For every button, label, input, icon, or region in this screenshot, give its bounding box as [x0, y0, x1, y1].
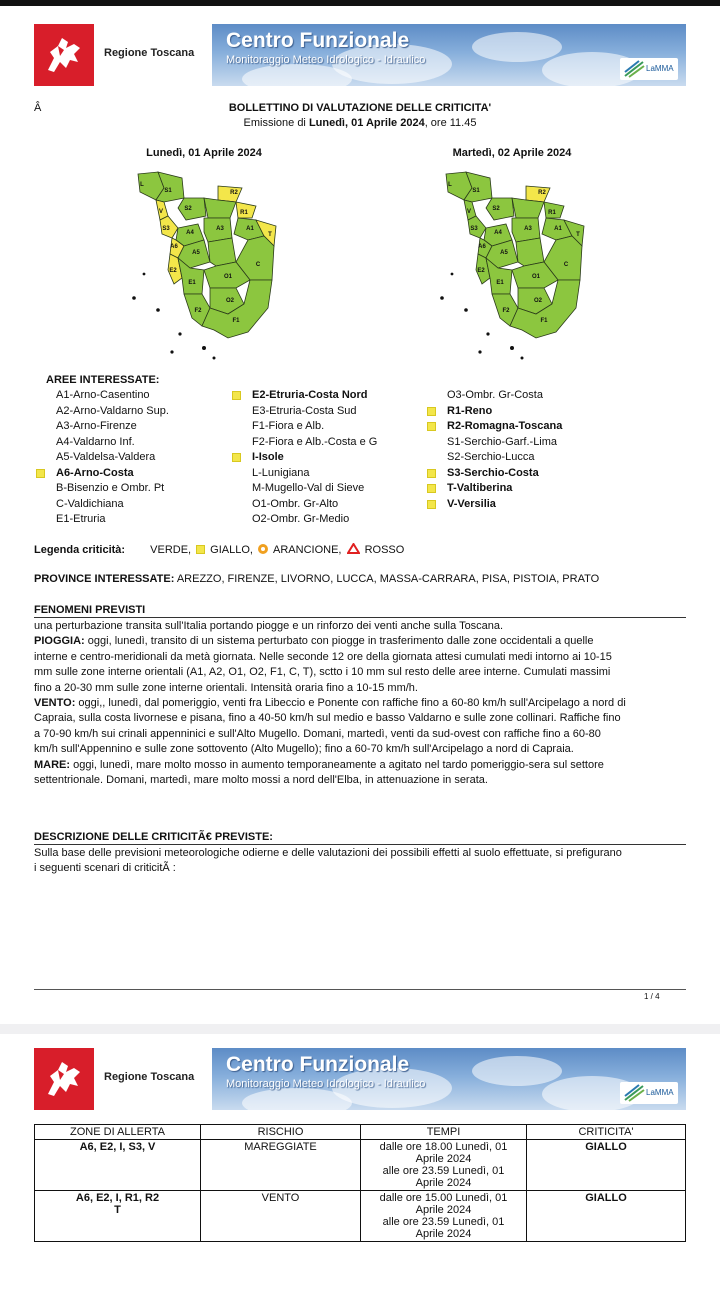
footer-divider [34, 989, 686, 990]
yellow-alert-icon [36, 469, 45, 478]
phenomenon-text: mm sulle zone interne orientali (A1, A2, O1, O2, F1, C, T), sctto i 10 mm sul resto delle aree interne. Cumulati massimi [34, 666, 611, 679]
map-zone-label: A3 [524, 226, 532, 232]
phenomena-line [34, 634, 686, 649]
area-label: A5-Valdelsa-Valdera [56, 451, 156, 463]
phenomenon-text: oggi, lunedì, mare molto mosso in aumento temporaneamente a agitato nel tardo pomeriggio-sera sul settore [70, 758, 604, 771]
area-item [232, 388, 377, 404]
phenomenon-text: una perturbazione transita sull'Italia portando piogge e un rinforzo dei venti anche sulla Toscana. [34, 620, 504, 632]
area-item [427, 388, 562, 404]
map-zone-label: C [255, 262, 261, 268]
document-page-1 [0, 6, 720, 1024]
region-name: Regione Toscana [104, 1071, 195, 1083]
legend [34, 543, 404, 556]
map-zone-label: F2 [502, 308, 510, 314]
phenomena-text [34, 619, 686, 788]
lamma-logo [620, 1082, 678, 1104]
description-title: DESCRIZIONE DELLE CRITICITÃ€ PREVISTE: [34, 831, 686, 845]
map-zone [208, 238, 236, 266]
area-item [427, 419, 562, 435]
area-label: F1-Fiora e Alb. [252, 420, 325, 432]
phenomena-line [34, 665, 686, 680]
island-marker [510, 346, 514, 350]
yellow-alert-icon [232, 391, 241, 400]
area-label: A6-Arno-Costa [56, 466, 134, 479]
map-zone-label: O1 [531, 274, 541, 280]
area-item [36, 466, 169, 482]
area-label: R2-Romagna-Toscana [447, 420, 563, 432]
area-label: O1-Ombr. Gr-Alto [252, 497, 339, 510]
area-label: S1-Serchio-Garf.-Lima [447, 435, 558, 448]
header-times: TEMPI [361, 1125, 527, 1140]
phenomenon-text: km/h sull'Appennino e sulle zone sottovento (Alto Mugello); fino a 60-70 km/h sull'Arcipelago a nord di Capraia. [34, 743, 574, 756]
provinces [34, 573, 599, 585]
area-item [427, 435, 562, 451]
description-line: Sulla base delle previsioni meteorologiche odierne e delle valutazioni dei possibili effetti al suolo effettuate, si prefigurano [34, 847, 622, 859]
red-triangle-icon [347, 543, 360, 554]
map-zone-label: O2 [533, 298, 543, 304]
centro-funzionale-banner [212, 24, 686, 86]
area-label: O2-Ombr. Gr-Medio [252, 513, 350, 525]
island-marker [213, 357, 216, 360]
bulletin-title: BOLLETTINO DI VALUTAZIONE DELLE CRITICITA' [228, 102, 492, 114]
map-zone-label: S1 [164, 188, 172, 194]
yellow-alert-icon [427, 469, 436, 478]
yellow-alert-icon [427, 407, 436, 416]
provinces-value: AREZZO, FIRENZE, LIVORNO, LUCCA, MASSA-CARRARA, PISA, PISTOIA, PRATO [176, 573, 600, 585]
area-item [232, 450, 377, 466]
map-zone-label: O1 [223, 274, 233, 280]
map-zone-label: L [448, 182, 452, 188]
island-marker [440, 296, 444, 300]
area-label: L-Lunigiana [252, 466, 310, 479]
yellow-square-icon [196, 545, 205, 554]
phenomena-line [34, 742, 686, 757]
time-line: alle ore 23.59 Lunedì, 01 [382, 1216, 505, 1228]
phenomena-line [34, 727, 686, 742]
map-zone-label: R1 [240, 210, 248, 216]
area-label: M-Mugello-Val di Sieve [252, 482, 365, 494]
area-item [232, 512, 377, 528]
island-marker [132, 296, 136, 300]
yellow-alert-icon [427, 500, 436, 509]
island-marker [478, 350, 481, 353]
phenomenon-keyword: VENTO: [34, 697, 76, 710]
criticality-table [34, 1124, 686, 1242]
area-label: C-Valdichiana [56, 497, 124, 510]
orange-circle-icon [258, 544, 268, 554]
areas-column-2 [232, 388, 377, 528]
map-zone-label: A1 [246, 226, 254, 232]
map-zone-label: E1 [496, 280, 504, 286]
area-item [232, 497, 377, 513]
area-label: S3-Serchio-Costa [447, 466, 539, 479]
area-item [232, 419, 377, 435]
areas-title: AREE INTERESSATE: [46, 374, 160, 386]
time-line: Aprile 2024 [415, 1153, 472, 1165]
area-item [36, 450, 169, 466]
map-zone-label: R2 [230, 190, 238, 196]
criticality-cell: GIALLO [527, 1140, 686, 1191]
table-row [35, 1191, 686, 1242]
phenomena-line [34, 758, 686, 773]
yellow-alert-icon [232, 453, 241, 462]
zones-cell [35, 1140, 201, 1191]
island-marker [486, 332, 489, 335]
map-zone-label: E2 [169, 268, 177, 274]
page-header [34, 24, 686, 86]
area-label: F2-Fiora e Alb.-Costa e G [252, 435, 378, 448]
area-item [36, 481, 169, 497]
area-item [427, 481, 562, 497]
issue-suffix: , ore 11.45 [424, 117, 477, 129]
map-zone-label: S1 [472, 188, 480, 194]
area-label: E1-Etruria [56, 513, 106, 525]
phenomena-line [34, 773, 686, 788]
lamma-logo [620, 58, 678, 80]
time-line: dalle ore 15.00 Lunedì, 01 [379, 1192, 508, 1204]
areas-column-1 [36, 388, 169, 528]
area-item [36, 404, 169, 420]
area-item [36, 497, 169, 513]
zones-cell [35, 1191, 201, 1242]
description-text [34, 846, 686, 877]
map-zone-label: V [158, 209, 164, 215]
phenomenon-text: settentrionale. Domani, martedì, mare molto mossi a nord dell'Elba, in attenuazione in serata. [34, 774, 488, 787]
time-line: Aprile 2024 [415, 1228, 472, 1240]
phenomenon-text: oggi,, lunedì, dal pomeriggio, venti fra Libeccio e Ponente con raffiche fino a 60-80 km/h sull'Arcipelago a nord di [75, 697, 626, 710]
area-item [36, 419, 169, 435]
island-marker [170, 350, 173, 353]
map-zone [516, 238, 544, 266]
phenomenon-text: oggi, lunedì, transito di un sistema perturbato con piogge in trasferimento dalle zone occidentali a quelle [84, 635, 594, 648]
banner-title: Centro Funzionale [226, 29, 410, 52]
area-label: A2-Arno-Valdarno Sup. [56, 404, 169, 417]
map-zone-label: A6 [478, 244, 486, 250]
yellow-alert-icon [427, 484, 436, 493]
area-item [232, 481, 377, 497]
phenomena-title: FENOMENI PREVISTI [34, 604, 686, 618]
times-cell [361, 1191, 527, 1242]
lamma-icon [623, 1084, 645, 1102]
area-label: A3-Arno-Firenze [56, 420, 137, 432]
area-label: A1-Arno-Casentino [56, 389, 150, 401]
map-zone-label: F1 [232, 318, 240, 324]
legend-giallo: GIALLO, [210, 544, 253, 556]
page-header-2 [34, 1048, 686, 1110]
map-zone-label: T [576, 232, 580, 238]
map-zone-label: R2 [538, 190, 546, 196]
phenomenon-keyword: MARE: [34, 758, 71, 771]
area-item [36, 512, 169, 528]
stray-character: Â [34, 102, 42, 114]
tuscany-map-day1 [118, 162, 318, 366]
phenomena-line [34, 681, 686, 696]
map-zone-label: S3 [162, 226, 170, 232]
criticality-cell: GIALLO [527, 1191, 686, 1242]
map-zone-label: A6 [170, 244, 178, 250]
risk-cell: VENTO [201, 1191, 361, 1242]
centro-funzionale-banner [212, 1048, 686, 1110]
regione-toscana-logo [34, 1048, 94, 1110]
zones-line: A6, E2, I, R1, R2 [75, 1192, 160, 1204]
phenomenon-text: a 70-90 km/h sui crinali appenninici e sull'Alto Mugello. Domani, martedì, venti da sud-ovest con raffiche fino a 60-80 [34, 727, 601, 740]
time-line: dalle ore 18.00 Lunedì, 01 [379, 1141, 508, 1153]
island-marker [143, 273, 146, 276]
yellow-alert-icon [427, 422, 436, 431]
header-criticality: CRITICITA' [527, 1125, 686, 1140]
provinces-label: PROVINCE INTERESSATE: [34, 573, 175, 585]
time-line: Aprile 2024 [415, 1177, 472, 1189]
table-header-row [35, 1125, 686, 1140]
island-marker [202, 346, 206, 350]
map-zone [178, 198, 206, 220]
area-label: E3-Etruria-Costa Sud [252, 404, 357, 417]
header-zones: ZONE DI ALLERTA [35, 1125, 201, 1140]
phenomenon-text: Capraia, sulla costa livornese e pisana, fino a 40-50 km/h sul medio e basso Valdarno e sulle zone collinari. Raffiche fino [34, 712, 621, 725]
area-label: S2-Serchio-Lucca [447, 451, 535, 463]
area-label: I-Isole [252, 451, 284, 463]
areas-column-3 [427, 388, 562, 512]
region-name: Regione Toscana [104, 47, 195, 59]
area-label: V-Versilia [447, 497, 496, 510]
banner-subtitle: Monitoraggio Meteo Idrologico - Idraulico [226, 1078, 426, 1090]
tuscany-map-day2 [426, 162, 626, 366]
map-zone-label: O2 [225, 298, 235, 304]
area-item [232, 435, 377, 451]
area-label: B-Bisenzio e Ombr. Pt [56, 482, 165, 494]
banner-subtitle: Monitoraggio Meteo Idrologico - Idraulico [226, 54, 426, 66]
area-label: R1-Reno [447, 404, 493, 417]
island-marker [178, 332, 181, 335]
regione-toscana-logo [34, 24, 94, 86]
map-zone-label: V [466, 209, 472, 215]
phenomenon-keyword: PIOGGIA: [34, 635, 85, 648]
area-item [427, 466, 562, 482]
map-title-day1: Lunedì, 01 Aprile 2024 [146, 147, 262, 159]
legend-rosso: ROSSO [364, 544, 405, 556]
map-zone-label: E2 [477, 268, 485, 274]
map-zone-label: T [268, 232, 272, 238]
area-label: T-Valtiberina [447, 482, 513, 494]
table-row [35, 1140, 686, 1191]
description-line: i seguenti scenari di criticitÃ : [34, 862, 176, 875]
map-zone-label: A5 [192, 250, 200, 256]
area-item [36, 388, 169, 404]
island-marker [451, 273, 454, 276]
area-item [427, 450, 562, 466]
times-cell [361, 1140, 527, 1191]
issue-prefix: Emissione di [243, 117, 309, 129]
phenomena-line [34, 696, 686, 711]
lamma-label: LaMMA [646, 1088, 674, 1097]
banner-title: Centro Funzionale [226, 1053, 410, 1076]
phenomena-line [34, 650, 686, 665]
map-zone-label: F1 [540, 318, 548, 324]
phenomena-line [34, 711, 686, 726]
lamma-icon [623, 60, 645, 78]
phenomenon-text: interne e centro-meridionali da metà giornata. Nelle seconde 12 ore della giornata attesi cumulati medi intorno ai 10-15 [34, 650, 612, 663]
map-zone-label: F2 [194, 308, 202, 314]
map-zone-label: A3 [216, 226, 224, 232]
map-zone-label: S2 [184, 206, 192, 212]
lamma-label: LaMMA [646, 64, 674, 73]
zones-line: T [114, 1204, 121, 1216]
map-zone-label: A4 [494, 230, 502, 236]
island-marker [464, 308, 468, 312]
map-zone-label: S3 [470, 226, 478, 232]
risk-cell: MAREGGIATE [201, 1140, 361, 1191]
zones-line: A6, E2, I, S3, V [79, 1141, 156, 1153]
area-item [232, 404, 377, 420]
island-marker [521, 357, 524, 360]
map-zone-label: R1 [548, 210, 556, 216]
area-item [232, 466, 377, 482]
legend-arancione: ARANCIONE, [273, 544, 342, 556]
map-zone-label: E1 [188, 280, 196, 286]
map-zone-label: C [563, 262, 569, 268]
header-risk: RISCHIO [201, 1125, 361, 1140]
area-label: A4-Valdarno Inf. [56, 435, 135, 448]
bulletin-issue [0, 117, 720, 129]
map-zone-label: A5 [500, 250, 508, 256]
legend-label: Legenda criticità: [34, 544, 126, 556]
legend-verde: VERDE, [150, 544, 192, 556]
area-item [36, 435, 169, 451]
island-marker [156, 308, 160, 312]
map-zone-label: L [140, 182, 144, 188]
map-zone-label: A4 [186, 230, 194, 236]
phenomena-line [34, 619, 686, 634]
map-zone-label: S2 [492, 206, 500, 212]
area-item [427, 404, 562, 420]
area-label: O3-Ombr. Gr-Costa [447, 389, 543, 401]
issue-date: Lunedì, 01 Aprile 2024 [308, 117, 425, 129]
area-item [427, 497, 562, 513]
map-zone-label: A1 [554, 226, 562, 232]
time-line: Aprile 2024 [415, 1204, 472, 1216]
time-line: alle ore 23.59 Lunedì, 01 [382, 1165, 505, 1177]
document-page-2 [0, 1034, 720, 1293]
area-label: E2-Etruria-Costa Nord [252, 389, 368, 401]
map-zone [486, 198, 514, 220]
map-title-day2: Martedì, 02 Aprile 2024 [452, 147, 572, 159]
page-number: 1 / 4 [644, 992, 660, 1001]
phenomenon-text: fino a 20-30 mm sulle zone interne orientali. Intensità oraria fino a 10-15 mm/h. [34, 681, 418, 694]
